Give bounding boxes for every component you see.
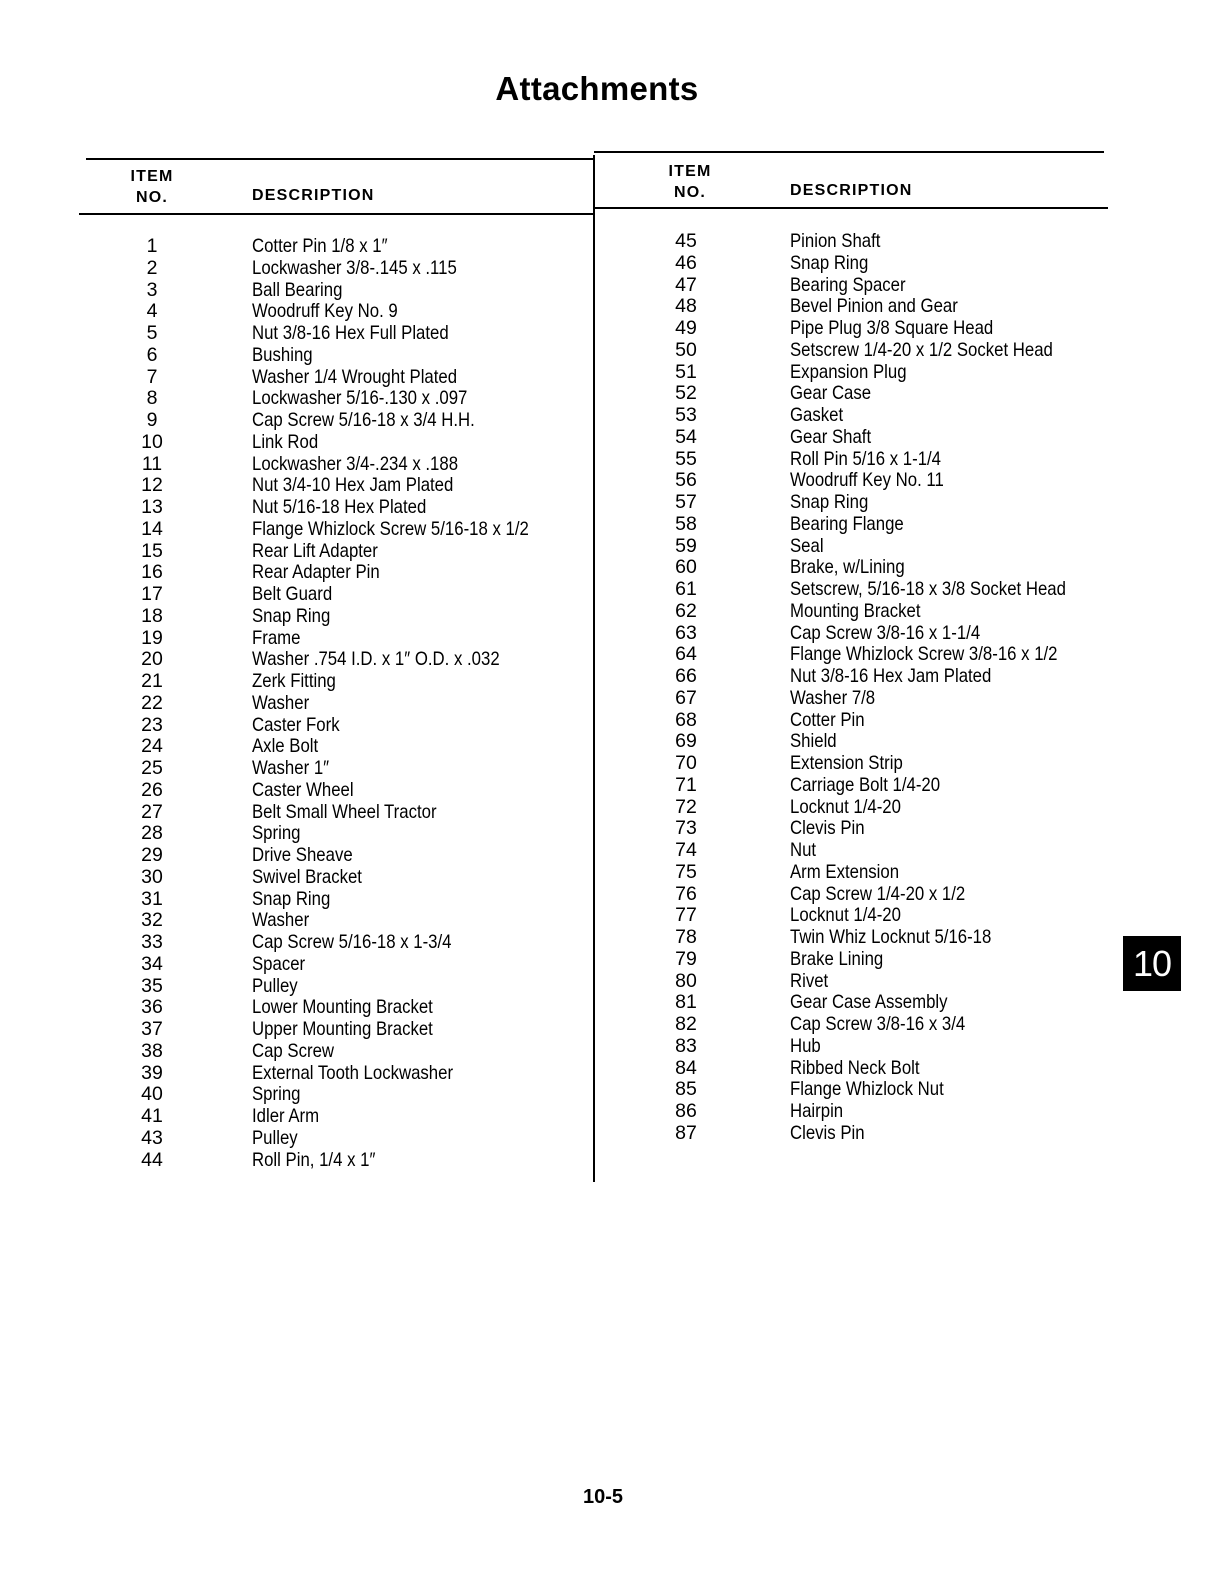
item-number: 10 xyxy=(141,430,163,453)
table-row xyxy=(122,845,582,867)
table-row xyxy=(122,976,582,998)
item-number: 26 xyxy=(141,778,163,801)
item-description: Gear Case xyxy=(790,382,872,405)
item-number: 64 xyxy=(675,643,697,666)
item-number: 4 xyxy=(146,300,158,323)
item-description: Spring xyxy=(252,822,301,845)
item-description: Washer xyxy=(252,909,310,932)
item-description: Nut xyxy=(790,839,817,861)
item-description: Washer 7/8 xyxy=(790,686,876,709)
left-parts-list xyxy=(122,236,582,1171)
table-row xyxy=(656,862,1116,884)
item-description: Extension Strip xyxy=(790,752,903,774)
item-number: 16 xyxy=(141,561,163,584)
item-number: 13 xyxy=(141,496,163,518)
item-number: 33 xyxy=(141,931,163,953)
item-number: 36 xyxy=(141,996,163,1019)
item-number: 35 xyxy=(141,974,163,997)
table-row xyxy=(656,971,1116,993)
item-number: 56 xyxy=(675,469,697,492)
item-number: 54 xyxy=(675,425,697,448)
table-row xyxy=(122,867,582,889)
left-header-top-rule xyxy=(86,158,594,160)
item-number: 30 xyxy=(141,865,163,888)
item-number: 67 xyxy=(675,686,697,709)
table-row xyxy=(122,323,582,345)
header-no-label: NO. xyxy=(673,184,707,201)
item-description: Clevis Pin xyxy=(790,817,865,840)
table-row xyxy=(656,992,1116,1014)
item-description: Washer xyxy=(252,691,310,714)
table-row xyxy=(656,318,1116,340)
item-description: Cap Screw 3/8-16 x 1-1/4 xyxy=(790,621,981,644)
item-number: 79 xyxy=(675,947,697,970)
item-description: Spacer xyxy=(252,952,306,975)
right-header-bottom-rule xyxy=(594,207,1108,209)
table-row xyxy=(122,1063,582,1085)
item-number: 31 xyxy=(141,887,163,910)
item-number: 25 xyxy=(141,757,163,779)
item-description: Pipe Plug 3/8 Square Head xyxy=(790,317,994,339)
item-number: 14 xyxy=(141,517,163,540)
column-divider xyxy=(593,155,595,1182)
item-number: 87 xyxy=(675,1121,697,1144)
item-description: Washer .754 I.D. x 1″ O.D. x .032 xyxy=(252,648,500,671)
right-parts-list xyxy=(656,231,1116,1145)
item-number: 72 xyxy=(675,795,697,818)
item-number: 28 xyxy=(141,822,163,845)
item-description: Rear Adapter Pin xyxy=(252,561,380,584)
item-description: Woodruff Key No. 11 xyxy=(790,469,944,492)
item-number: 58 xyxy=(675,512,697,535)
item-number: 17 xyxy=(141,583,163,605)
item-description: Snap Ring xyxy=(252,887,331,910)
table-row xyxy=(656,884,1116,906)
item-description: Caster Fork xyxy=(252,713,340,736)
table-row xyxy=(122,758,582,780)
table-row xyxy=(656,666,1116,688)
item-number: 62 xyxy=(675,599,697,622)
table-row xyxy=(656,753,1116,775)
table-row xyxy=(656,775,1116,797)
table-row xyxy=(122,432,582,454)
item-description: Lower Mounting Bracket xyxy=(252,996,433,1019)
item-description: Nut 3/8-16 Hex Full Plated xyxy=(252,322,449,344)
item-number: 43 xyxy=(141,1126,163,1149)
item-description: Nut 3/4-10 Hex Jam Plated xyxy=(252,474,454,497)
item-number: 47 xyxy=(675,273,697,296)
item-number: 75 xyxy=(675,860,697,883)
table-row xyxy=(122,1106,582,1128)
item-number: 80 xyxy=(675,969,697,992)
table-row xyxy=(122,1150,582,1172)
table-row xyxy=(122,823,582,845)
item-description: Hairpin xyxy=(790,1100,844,1122)
item-description: External Tooth Lockwasher xyxy=(252,1061,454,1084)
item-description: Rear Lift Adapter xyxy=(252,539,378,562)
item-description: Pulley xyxy=(252,974,298,997)
item-number: 12 xyxy=(141,474,163,497)
item-number: 8 xyxy=(146,387,158,410)
table-row xyxy=(656,1036,1116,1058)
item-description: Seal xyxy=(790,534,824,557)
item-number: 74 xyxy=(675,839,697,861)
item-description: Twin Whiz Locknut 5/16-18 xyxy=(790,926,992,948)
item-description: Frame xyxy=(252,626,301,649)
left-header-bottom-rule xyxy=(79,213,594,215)
item-number: 29 xyxy=(141,844,163,866)
item-number: 15 xyxy=(141,539,163,562)
left-description-header: DESCRIPTION xyxy=(252,187,375,204)
item-number: 55 xyxy=(675,447,697,470)
item-number: 76 xyxy=(675,882,697,905)
item-number: 71 xyxy=(675,773,697,796)
table-row xyxy=(122,1041,582,1063)
table-row xyxy=(656,405,1116,427)
item-description: Brake, w/Lining xyxy=(790,556,905,579)
table-row xyxy=(656,818,1116,840)
item-description: Lockwasher 5/16-.130 x .097 xyxy=(252,387,468,410)
table-row xyxy=(656,579,1116,601)
item-description: Snap Ring xyxy=(252,604,331,627)
item-number: 27 xyxy=(141,800,163,823)
table-row xyxy=(122,997,582,1019)
item-description: Gear Case Assembly xyxy=(790,991,948,1014)
item-description: Lockwasher 3/4-.234 x .188 xyxy=(252,452,459,475)
table-row xyxy=(656,340,1116,362)
item-description: Bearing Flange xyxy=(790,512,904,535)
item-number: 39 xyxy=(141,1061,163,1084)
table-row xyxy=(122,388,582,410)
table-row xyxy=(122,410,582,432)
table-row xyxy=(122,475,582,497)
item-number: 57 xyxy=(675,491,697,513)
item-description: Snap Ring xyxy=(790,491,869,513)
item-number: 77 xyxy=(675,904,697,927)
item-number: 18 xyxy=(141,604,163,627)
item-description: Expansion Plug xyxy=(790,360,907,383)
left-item-no-header xyxy=(107,166,197,208)
table-row xyxy=(656,383,1116,405)
table-row xyxy=(656,927,1116,949)
table-row xyxy=(656,1079,1116,1101)
item-description: Clevis Pin xyxy=(790,1121,865,1144)
table-row xyxy=(122,1019,582,1041)
item-description: Bearing Spacer xyxy=(790,273,906,296)
item-description: Cap Screw 3/8-16 x 3/4 xyxy=(790,1013,966,1035)
item-description: Gear Shaft xyxy=(790,425,872,448)
item-description: Cap Screw 5/16-18 x 3/4 H.H. xyxy=(252,409,475,431)
item-number: 66 xyxy=(675,665,697,687)
item-description: Roll Pin, 1/4 x 1″ xyxy=(252,1148,376,1171)
item-description: Brake Lining xyxy=(790,947,884,970)
item-number: 73 xyxy=(675,817,697,840)
item-number: 63 xyxy=(675,621,697,644)
table-row xyxy=(122,519,582,541)
item-number: 34 xyxy=(141,952,163,975)
header-no-label: NO. xyxy=(135,189,169,206)
item-number: 60 xyxy=(675,556,697,579)
table-row xyxy=(122,780,582,802)
page-title: Attachments xyxy=(495,70,699,107)
table-row xyxy=(122,345,582,367)
table-row xyxy=(122,1128,582,1150)
item-description: Gasket xyxy=(790,404,844,426)
item-number: 52 xyxy=(675,382,697,405)
table-row xyxy=(122,671,582,693)
item-number: 51 xyxy=(675,360,697,383)
table-row xyxy=(656,623,1116,645)
item-number: 49 xyxy=(675,317,697,339)
table-row xyxy=(656,731,1116,753)
table-row xyxy=(122,541,582,563)
right-item-no-header xyxy=(645,161,735,203)
table-row xyxy=(656,644,1116,666)
table-row xyxy=(122,301,582,323)
item-number: 61 xyxy=(675,578,697,600)
item-description: Axle Bolt xyxy=(252,735,319,758)
item-description: Idler Arm xyxy=(252,1105,320,1127)
item-description: Pulley xyxy=(252,1126,298,1149)
table-row xyxy=(656,905,1116,927)
table-row xyxy=(656,427,1116,449)
table-row xyxy=(122,367,582,389)
table-row xyxy=(656,253,1116,275)
table-row xyxy=(122,910,582,932)
table-row xyxy=(656,536,1116,558)
right-header-top-rule xyxy=(594,151,1104,153)
table-row xyxy=(122,693,582,715)
item-description: Swivel Bracket xyxy=(252,865,362,888)
item-description: Carriage Bolt 1/4-20 xyxy=(790,773,941,796)
right-description-header: DESCRIPTION xyxy=(790,182,913,199)
table-row xyxy=(656,688,1116,710)
item-number: 5 xyxy=(146,322,158,344)
table-row xyxy=(656,840,1116,862)
item-description: Flange Whizlock Nut xyxy=(790,1078,944,1101)
table-row xyxy=(122,236,582,258)
item-number: 37 xyxy=(141,1018,163,1040)
table-row xyxy=(656,514,1116,536)
item-number: 70 xyxy=(675,752,697,774)
item-number: 3 xyxy=(146,278,158,301)
table-row xyxy=(656,557,1116,579)
item-description: Nut 5/16-18 Hex Plated xyxy=(252,496,427,518)
table-row xyxy=(656,275,1116,297)
item-description: Spring xyxy=(252,1083,301,1106)
item-number: 85 xyxy=(675,1078,697,1101)
item-number: 50 xyxy=(675,338,697,361)
item-description: Washer 1/4 Wrought Plated xyxy=(252,365,458,388)
table-row xyxy=(656,470,1116,492)
item-description: Arm Extension xyxy=(790,860,900,883)
item-description: Locknut 1/4-20 xyxy=(790,795,901,818)
item-number: 78 xyxy=(675,926,697,948)
table-row xyxy=(122,736,582,758)
header-item-label: ITEM xyxy=(130,168,174,185)
item-description: Nut 3/8-16 Hex Jam Plated xyxy=(790,665,992,687)
table-row xyxy=(122,562,582,584)
item-description: Woodruff Key No. 9 xyxy=(252,300,398,323)
item-number: 84 xyxy=(675,1056,697,1079)
table-row xyxy=(122,889,582,911)
item-number: 44 xyxy=(141,1148,163,1171)
item-number: 86 xyxy=(675,1100,697,1122)
item-description: Belt Guard xyxy=(252,583,333,605)
table-row xyxy=(656,1101,1116,1123)
item-number: 11 xyxy=(141,452,163,475)
item-description: Cotter Pin 1/8 x 1″ xyxy=(252,235,388,257)
table-row xyxy=(656,1123,1116,1145)
table-row xyxy=(122,258,582,280)
item-description: Cotter Pin xyxy=(790,708,865,731)
item-description: Roll Pin 5/16 x 1-1/4 xyxy=(790,447,942,470)
item-number: 19 xyxy=(141,626,163,649)
table-row xyxy=(656,231,1116,253)
item-description: Bushing xyxy=(252,343,313,366)
item-number: 32 xyxy=(141,909,163,932)
item-number: 83 xyxy=(675,1034,697,1057)
table-row xyxy=(656,710,1116,732)
item-description: Cap Screw xyxy=(252,1039,335,1062)
item-number: 68 xyxy=(675,708,697,731)
item-number: 9 xyxy=(146,409,158,431)
item-description: Bevel Pinion and Gear xyxy=(790,295,958,318)
item-description: Link Rod xyxy=(252,430,319,453)
item-description: Belt Small Wheel Tractor xyxy=(252,800,437,823)
table-row xyxy=(656,362,1116,384)
section-tab: 10 xyxy=(1123,936,1181,991)
item-number: 6 xyxy=(146,343,158,366)
table-row xyxy=(122,649,582,671)
table-row xyxy=(122,802,582,824)
table-row xyxy=(656,1058,1116,1080)
item-description: Caster Wheel xyxy=(252,778,354,801)
item-number: 82 xyxy=(675,1013,697,1035)
table-row xyxy=(122,584,582,606)
item-number: 41 xyxy=(141,1105,163,1127)
table-row xyxy=(122,715,582,737)
item-description: Lockwasher 3/8-.145 x .115 xyxy=(252,256,457,279)
item-description: Cap Screw 1/4-20 x 1/2 xyxy=(790,882,966,905)
item-description: Flange Whizlock Screw 3/8-16 x 1/2 xyxy=(790,643,1058,666)
item-description: Washer 1″ xyxy=(252,757,330,779)
table-row xyxy=(656,949,1116,971)
item-number: 22 xyxy=(141,691,163,714)
item-description: Mounting Bracket xyxy=(790,599,921,622)
item-description: Snap Ring xyxy=(790,251,869,274)
item-number: 2 xyxy=(146,256,158,279)
table-row xyxy=(656,601,1116,623)
table-row xyxy=(656,1014,1116,1036)
item-description: Locknut 1/4-20 xyxy=(790,904,901,927)
item-number: 69 xyxy=(675,730,697,753)
table-row xyxy=(122,280,582,302)
item-number: 7 xyxy=(146,365,158,388)
item-number: 59 xyxy=(675,534,697,557)
item-description: Ball Bearing xyxy=(252,278,343,301)
table-row xyxy=(656,449,1116,471)
table-row xyxy=(122,454,582,476)
table-row xyxy=(122,628,582,650)
item-description: Setscrew, 5/16-18 x 3/8 Socket Head xyxy=(790,578,1066,600)
item-number: 40 xyxy=(141,1083,163,1106)
table-row xyxy=(122,497,582,519)
item-number: 21 xyxy=(141,670,163,692)
item-description: Pinion Shaft xyxy=(790,230,881,252)
item-number: 45 xyxy=(675,230,697,252)
item-number: 48 xyxy=(675,295,697,318)
table-row xyxy=(656,492,1116,514)
item-description: Shield xyxy=(790,730,837,753)
table-row xyxy=(656,296,1116,318)
item-description: Setscrew 1/4-20 x 1/2 Socket Head xyxy=(790,338,1053,361)
item-number: 24 xyxy=(141,735,163,758)
table-row xyxy=(122,606,582,628)
item-number: 1 xyxy=(146,235,158,257)
item-number: 53 xyxy=(675,404,697,426)
table-row xyxy=(656,797,1116,819)
table-row xyxy=(122,932,582,954)
header-item-label: ITEM xyxy=(668,163,712,180)
item-description: Rivet xyxy=(790,969,829,992)
item-number: 81 xyxy=(675,991,697,1014)
item-description: Ribbed Neck Bolt xyxy=(790,1056,920,1079)
item-description: Zerk Fitting xyxy=(252,670,336,692)
table-row xyxy=(122,1084,582,1106)
item-number: 38 xyxy=(141,1039,163,1062)
item-description: Drive Sheave xyxy=(252,844,353,866)
item-number: 23 xyxy=(141,713,163,736)
item-description: Cap Screw 5/16-18 x 1-3/4 xyxy=(252,931,452,953)
item-number: 46 xyxy=(675,251,697,274)
page-number: 10-5 xyxy=(582,1486,624,1508)
item-description: Upper Mounting Bracket xyxy=(252,1018,433,1040)
item-description: Hub xyxy=(790,1034,821,1057)
table-row xyxy=(122,954,582,976)
item-description: Flange Whizlock Screw 5/16-18 x 1/2 xyxy=(252,517,529,540)
item-number: 20 xyxy=(141,648,163,671)
